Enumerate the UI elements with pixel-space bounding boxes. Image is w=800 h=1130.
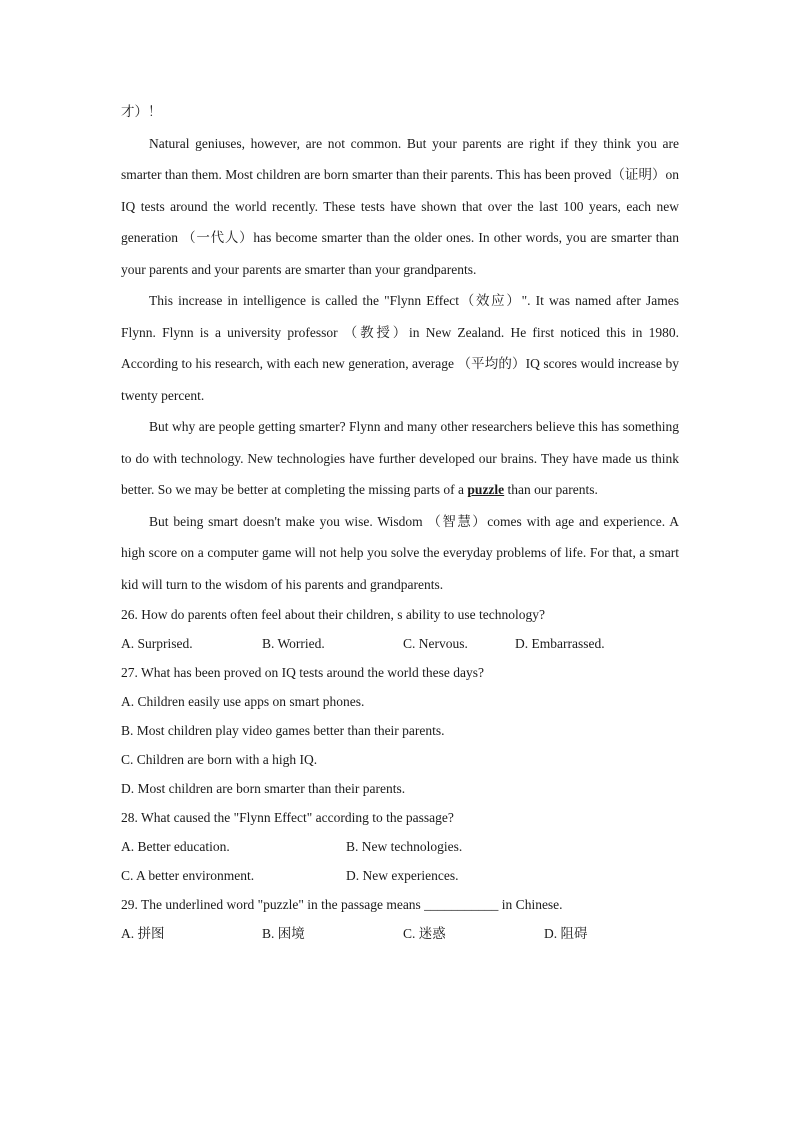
- option-27-a: A. Children easily use apps on smart phones.: [121, 694, 365, 709]
- document-page: [121, 96, 679, 948]
- question-27-stem: 27. What has been proved on IQ tests around the world these days?: [121, 665, 485, 680]
- option-26-c: C. Nervous.: [403, 636, 468, 651]
- question-28-options-row-2: [121, 861, 679, 890]
- option-28-a: A. Better education.: [121, 839, 230, 854]
- paragraph-1: Natural geniuses, however, are not common. But your parents are right if they think you are smarter than them. Most children are born smarter than their parents. This has been proved（证明）on IQ tests around the world recently. These tests have shown that over the last 100 years, each new generation （一代人）has become smarter than the older ones. In other words, you are smarter than your parents and your parents are smarter than your grandparents.: [121, 135, 679, 277]
- option-26-d: D. Embarrassed.: [515, 636, 605, 651]
- option-29-b: B. 困境: [262, 926, 305, 941]
- paragraph-3: [121, 411, 679, 506]
- question-28-options-row-1: [121, 832, 679, 861]
- paragraph-4: But being smart doesn't make you wise. Wisdom （智慧）comes with age and experience. A high score on a computer game will not help you solve the everyday problems of life. For that, a smart kid will turn to the wisdom of his parents and grandparents.: [121, 513, 679, 592]
- paragraph-3-text-a: But why are people getting smarter? Flynn and many other researchers believe this has something to do with technology. New technologies have further developed our brains. They have made us think better. So we may be better at completing the missing parts of a: [121, 419, 679, 497]
- option-27-b: B. Most children play video games better than their parents.: [121, 723, 445, 738]
- underlined-word-puzzle: puzzle: [467, 482, 505, 497]
- option-26-a: A. Surprised.: [121, 636, 193, 651]
- option-28-c: C. A better environment.: [121, 868, 255, 883]
- option-28-d: D. New experiences.: [346, 868, 459, 883]
- question-26-stem: 26. How do parents often feel about their children, s ability to use technology?: [121, 607, 546, 622]
- paragraph-2: This increase in intelligence is called the "Flynn Effect（效应）". It was named after James Flynn. Flynn is a university professor （教授）in New Zealand. He first noticed this in 1980. According to his research, with each new generation, average （平均的）IQ scores would increase by twenty percent.: [121, 293, 679, 403]
- option-29-c: C. 迷惑: [403, 926, 446, 941]
- option-27-d: D. Most children are born smarter than their parents.: [121, 781, 406, 796]
- option-27-c: C. Children are born with a high IQ.: [121, 752, 318, 767]
- paragraph-3-text-b: than our parents.: [504, 482, 598, 497]
- question-29-options: [121, 919, 679, 948]
- question-26-options: [121, 629, 679, 658]
- question-28-stem: 28. What caused the "Flynn Effect" according to the passage?: [121, 810, 454, 825]
- option-28-b: B. New technologies.: [346, 839, 463, 854]
- question-29-stem: 29. The underlined word "puzzle" in the passage means ___________ in Chinese.: [121, 897, 563, 912]
- option-26-b: B. Worried.: [262, 636, 325, 651]
- passage-fragment: 才）！: [121, 104, 162, 119]
- option-29-a: A. 拼图: [121, 926, 165, 941]
- option-29-d: D. 阻碍: [544, 926, 588, 941]
